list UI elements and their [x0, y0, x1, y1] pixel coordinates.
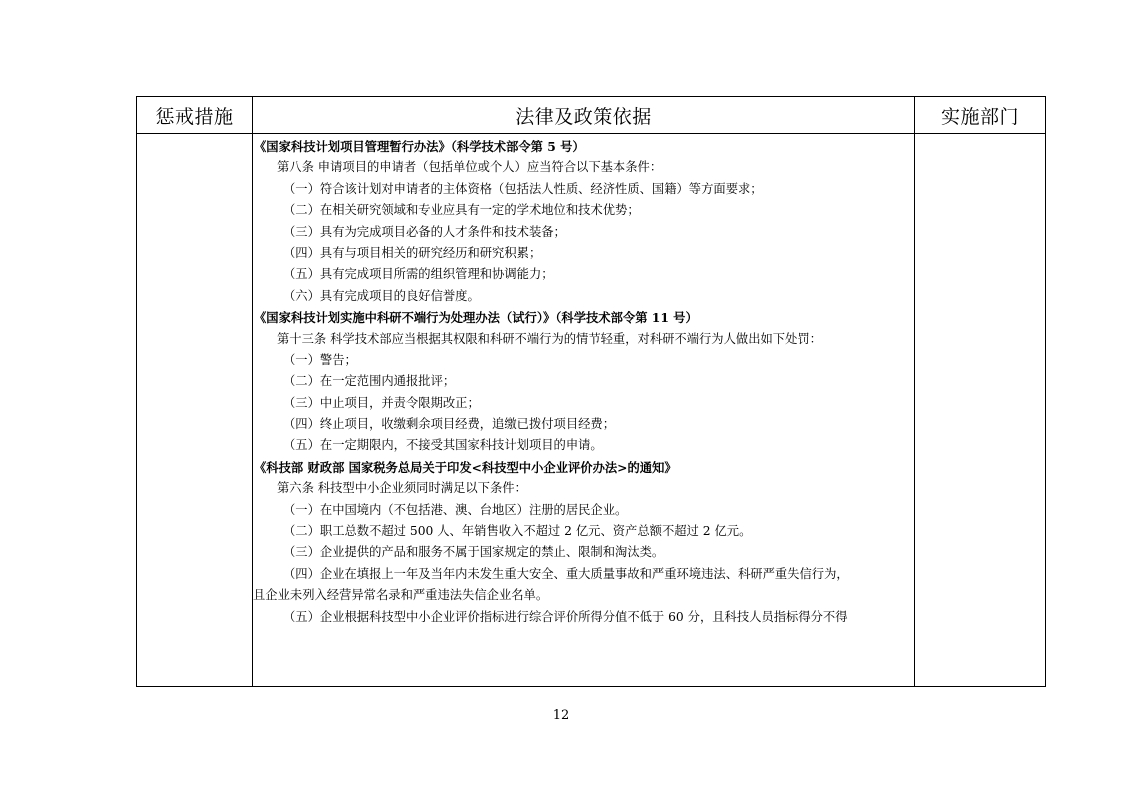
clause-line: （三）中止项目，并责令限期改正； — [283, 395, 480, 410]
table-row — [137, 134, 1046, 687]
clause-line: （二）在相关研究领域和专业应具有一定的学术地位和技术优势； — [283, 203, 640, 218]
clause-line: 第六条 科技型中小企业须同时满足以下条件： — [277, 481, 527, 496]
clause-line: （六）具有完成项目的良好信誉度。 — [283, 288, 480, 303]
legal-basis-cell — [253, 134, 915, 687]
punishment-measures-cell — [137, 134, 253, 687]
header-punishment-measures: 惩戒措施 — [137, 97, 253, 134]
regulation-title: 《国家科技计划实施中科研不端行为处理办法（试行）》（科学技术部令第 11 号） — [254, 310, 698, 326]
clause-line: （五）在一定期限内，不接受其国家科技计划项目的申请。 — [283, 438, 603, 453]
header-legal-basis: 法律及政策依据 — [253, 97, 915, 134]
clause-line: （二）职工总数不超过 500 人、年销售收入不超过 2 亿元、资产总额不超过 2 亿元。 — [283, 524, 752, 539]
header-implementing-department: 实施部门 — [915, 97, 1046, 134]
clause-line: 第十三条 科学技术部应当根据其权限和科研不端行为的情节轻重，对科研不端行为人做出如下处罚： — [277, 331, 822, 346]
implementing-department-cell — [915, 134, 1046, 687]
clause-line: （五）企业根据科技型中小企业评价指标进行综合评价所得分值不低于 60 分，且科技人员指标得分不得 — [283, 609, 848, 624]
clause-line: （二）在一定范围内通报批评； — [283, 374, 456, 389]
regulation-title: 《国家科技计划项目管理暂行办法》（科学技术部令第 5 号） — [254, 139, 585, 154]
clause-line: （一）在中国境内（不包括港、澳、台地区）注册的居民企业。 — [283, 502, 628, 517]
clause-line: （三）企业提供的产品和服务不属于国家规定的禁止、限制和淘汰类。 — [283, 545, 665, 560]
clause-line: （四）终止项目，收缴剩余项目经费，追缴已拨付项目经费； — [283, 417, 616, 432]
table-header-row — [137, 97, 1046, 134]
clause-line: 且企业未列入经营异常名录和严重违法失信企业名单。 — [253, 588, 549, 603]
legal-basis-text — [253, 134, 914, 628]
clause-line: （四）企业在填报上一年及当年内未发生重大安全、重大质量事故和严重环境违法、科研严重失信行为， — [283, 566, 849, 581]
regulation-title: 《科技部 财政部 国家税务总局关于印发<科技型中小企业评价办法>的通知》 — [254, 459, 677, 475]
policy-table — [136, 96, 1046, 687]
clause-line: 第八条 申请项目的申请者（包括单位或个人）应当符合以下基本条件： — [277, 160, 663, 175]
clause-line: （三）具有为完成项目必备的人才条件和技术装备； — [283, 224, 566, 239]
clause-line: （五）具有完成项目所需的组织管理和协调能力； — [283, 267, 554, 282]
page-number: 12 — [552, 708, 570, 723]
clause-line: （一）警告； — [283, 352, 357, 367]
clause-line: （一）符合该计划对申请者的主体资格（包括法人性质、经济性质、国籍）等方面要求； — [283, 181, 763, 196]
clause-line: （四）具有与项目相关的研究经历和研究积累； — [283, 245, 542, 260]
